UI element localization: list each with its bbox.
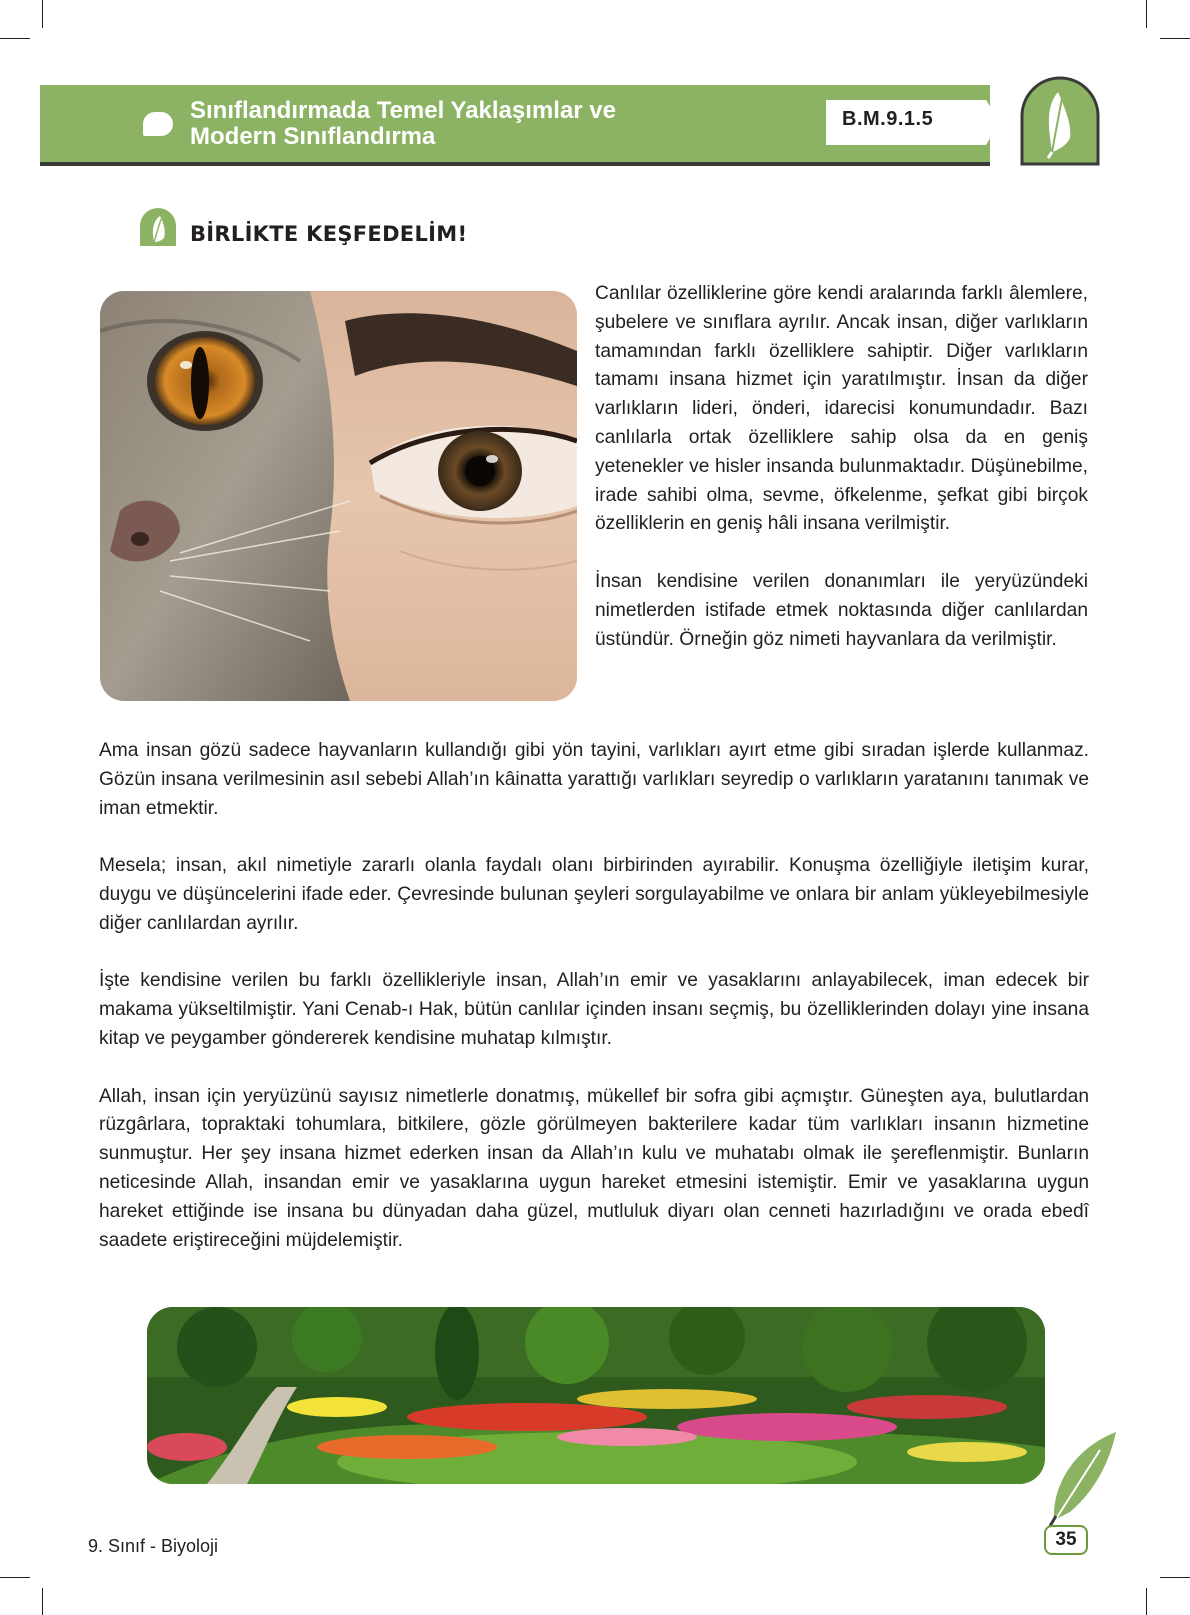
paragraph: Allah, insan için yeryüzünü sayısız nimetlerle donatmış, mükellef bir sofra gibi açmıştır. Güneşten aya, bulutlardan rüzgârlara, topraktaki tohumlara, bitkilere, gözle görülmeyen bakterilere kadar tüm varlıkları insanın hizmetine sunmuştur. Her şey insana hizmet ederken insan da Allah’ın kulu ve muhatabı olmak ile şereflenmiştir. Bunların neticesinde Allah, insandan emir ve yasaklarına uygun hareket etmesini istemiştir. Emir ve yasaklarına uygun hareket ettiğinde ise insana bu dünyadan daha güzel, mutluluk diyarı olan cenneti hazırladığını ve orada ebedî saadete eriştireceğini müjdelemiştir. — [99, 1085, 1089, 1251]
crop-mark — [0, 1577, 30, 1578]
crop-mark — [1146, 1588, 1147, 1615]
header-ribbon-end — [990, 85, 1012, 166]
header-title-line2: Modern Sınıflandırma — [190, 123, 436, 150]
paragraph: İşte kendisine verilen bu farklı özellikleriyle insan, Allah’ın emir ve yasaklarını anlayabilecek, iman edecek bir makama yükseltilmiştir. Yani Cenab-ı Hak, bütün canlılar içinden insanı seçmiş, bu özelliklerinden dolayı yine insana kitap ve peygamber göndererek kendisine muhatap kılmıştır. — [99, 970, 1089, 1049]
crop-mark — [42, 1588, 43, 1615]
crop-mark — [1146, 0, 1147, 28]
feather-icon — [138, 208, 182, 248]
book-title: 9. Sınıf - Biyoloji — [88, 1536, 219, 1556]
paragraph: Canlılar özelliklerine göre kendi aralarında farklı âlemlere, şubelere ve sınıflara ayrılır. Ancak insan, diğer varlıkların tamamından farklı özelliklere sahiptir. Diğer varlıkların tamamı insana hizmet için yaratılmıştır. İnsan da diğer varlıkların lideri, önderi, idarecisi konumundadır. Bazı canlılarla ortak özelliklere sahip olsa da en geniş yetenekler ve hisler insanda bulunmaktadır. Düşünebilme, irade sahibi olma, sevme, öfkelenme, şefkat gibi birçok özelliklerin en geniş hâli insana verilmiştir. — [595, 283, 1088, 535]
header-code: B.M.9.1.5 — [842, 108, 934, 130]
crop-mark — [1160, 1577, 1190, 1578]
quill-icon — [1040, 1430, 1120, 1530]
cat-and-human-eye-photo — [100, 291, 577, 701]
main-text — [99, 737, 1089, 1255]
crop-mark — [1160, 38, 1190, 39]
flower-garden-photo — [147, 1307, 1045, 1484]
paragraph: Ama insan gözü sadece hayvanların kullandığı gibi yön tayini, varlıkları ayırt etme gibi sıradan işlerde kullanmaz. Gözün insana verilmesinin asıl sebebi Allah’ın kâinatta yarattığı varlıkları seyredip o varlıkların yaratanını tanımak ve iman etmektir. — [99, 740, 1089, 819]
paragraph: İnsan kendisine verilen donanımları ile yeryüzündeki nimetlerden istifade etmek noktasında diğer canlılardan üstündür. Örneğin göz nimeti hayvanlara da verilmiştir. — [595, 570, 1088, 650]
intro-text — [595, 280, 1088, 654]
header-title-line1: Sınıflandırmada Temel Yaklaşımlar ve — [190, 97, 616, 124]
header-bullet-icon — [143, 112, 173, 136]
feather-logo-icon — [1018, 76, 1102, 168]
crop-mark — [42, 0, 43, 28]
crop-mark — [0, 38, 30, 39]
header-title — [190, 98, 750, 150]
page-number: 35 — [1044, 1525, 1088, 1555]
paragraph: Mesela; insan, akıl nimetiyle zararlı olanla faydalı olanı birbirinden ayırabilir. Konuşma özelliğiyle iletişim kurar, duygu ve düşüncelerini ifade eder. Çevresinde bulunan şeyleri sorgulayabilme ve onlara bir anlam yükleyebilmesiyle diğer canlılardan ayrılır. — [99, 855, 1089, 934]
section-title: BİRLİKTE KEŞFEDELİM! — [190, 222, 468, 246]
